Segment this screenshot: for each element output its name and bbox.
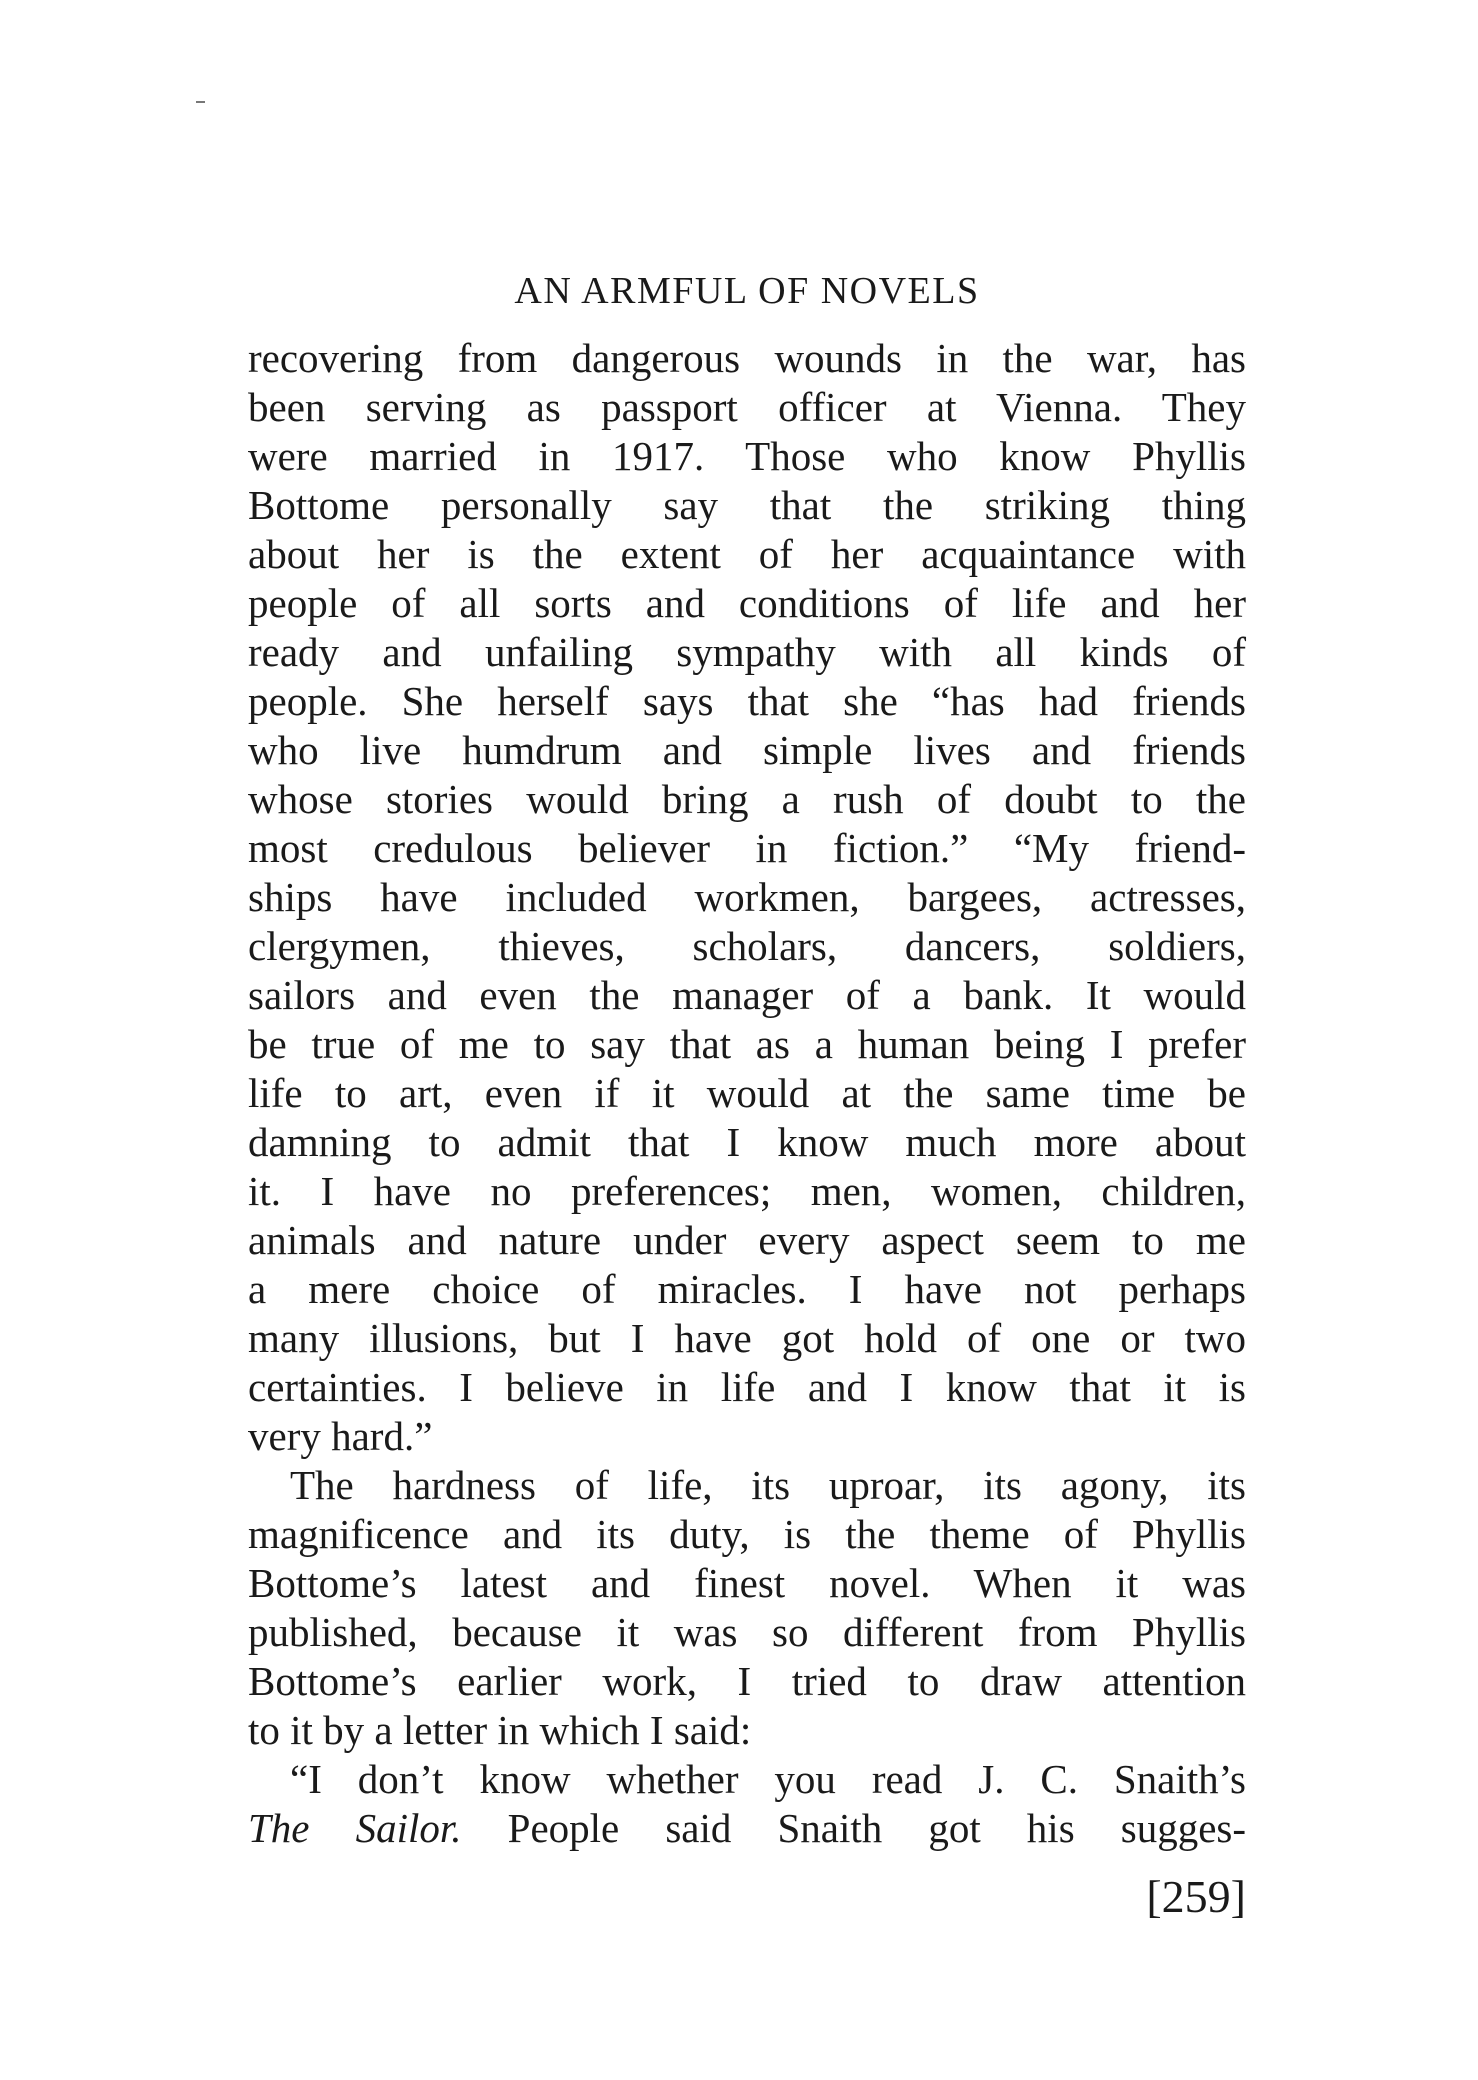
text-line: published, because it was so different from Phyllis [248,1609,1246,1655]
text-line: about her is the extent of her acquaintance with [248,531,1246,577]
text-line: been serving as passport officer at Vienna. They [248,384,1246,430]
text-line: Bottome’s earlier work, I tried to draw attention [248,1658,1246,1704]
text-line: many illusions, but I have got hold of one or two [248,1315,1246,1361]
text-line: Bottome personally say that the striking thing [248,482,1246,528]
text-line: certainties. I believe in life and I know that it is [248,1364,1246,1410]
text-line: recovering from dangerous wounds in the war, has [248,335,1246,381]
body-text [248,334,1246,1853]
text-run: People said Snaith got his sugges- [461,1805,1246,1851]
text-line: damning to admit that I know much more about [248,1119,1246,1165]
text-line: most credulous believer in fiction.” “My friend- [248,825,1246,871]
paragraph-start-line: The hardness of life, its uproar, its agony, its [290,1462,1246,1508]
text-line: to it by a letter in which I said: [248,1707,752,1753]
text-line: ships have included workmen, bargees, actresses, [248,874,1246,920]
text-line: were married in 1917. Those who know Phyllis [248,433,1246,479]
text-line: magnificence and its duty, is the theme of Phyllis [248,1511,1246,1557]
text-line: who live humdrum and simple lives and friends [248,727,1246,773]
text-line: very hard.” [248,1413,433,1459]
page-number: [259] [1146,1871,1246,1922]
text-line: life to art, even if it would at the same time be [248,1070,1246,1116]
text-line: clergymen, thieves, scholars, dancers, soldiers, [248,923,1246,969]
text-line [248,1804,1246,1853]
text-line: people. She herself says that she “has had friends [248,678,1246,724]
text-line: people of all sorts and conditions of life and her [248,580,1246,626]
text-line: a mere choice of miracles. I have not perhaps [248,1266,1246,1312]
paragraph-start-line: “I don’t know whether you read J. C. Snaith’s [290,1756,1246,1802]
scan-speck [196,101,205,103]
text-line: sailors and even the manager of a bank. It would [248,972,1246,1018]
text-line: it. I have no preferences; men, women, children, [248,1168,1246,1214]
text-line: animals and nature under every aspect seem to me [248,1217,1246,1263]
book-title: The Sailor. [248,1805,462,1851]
text-line: ready and unfailing sympathy with all kinds of [248,629,1246,675]
text-line: Bottome’s latest and finest novel. When it was [248,1560,1246,1606]
text-line: whose stories would bring a rush of doubt to the [248,776,1246,822]
running-head: AN ARMFUL OF NOVELS [514,270,980,312]
text-line: be true of me to say that as a human being I prefer [248,1021,1246,1067]
